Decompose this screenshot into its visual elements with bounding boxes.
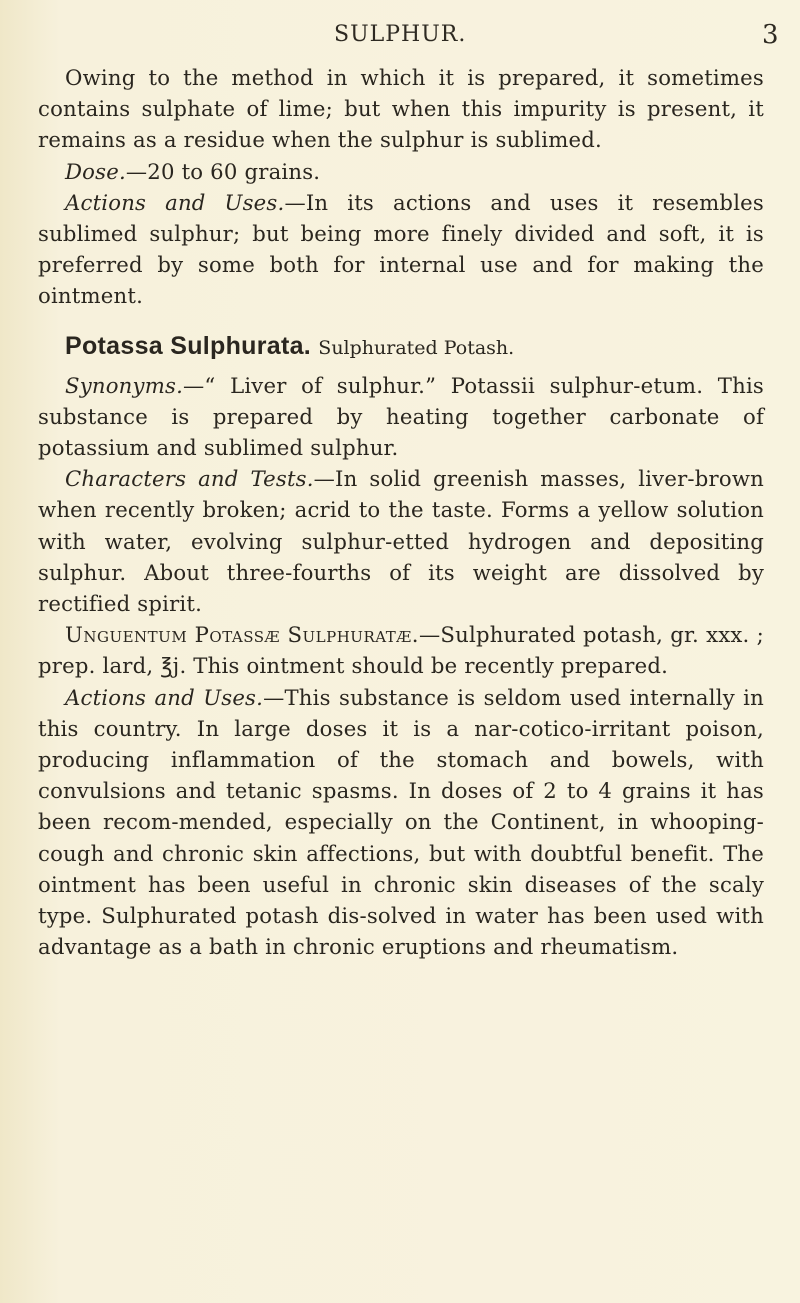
characters-tests-text: —In solid greenish masses, liver-brown when recently broken; acrid to the taste. Forms a yellow solution with water, evolving sulphur-etted hydrogen and depositing sulphur. About three-fourths of its weight are dissolved by rectified spirit. bbox=[38, 466, 764, 617]
actions-uses-text: —In its actions and uses it resembles sublimed sulphur; but being more finely divided and soft, it is preferred by some both for internal use and for making the ointment. bbox=[38, 189, 764, 309]
section-subtitle: Sulphurated Potash. bbox=[318, 336, 515, 359]
dose-text: —20 to 60 grains. bbox=[125, 158, 321, 184]
synonyms-label: Synonyms. bbox=[65, 372, 184, 398]
page-number: 3 bbox=[762, 20, 779, 50]
section-heading bbox=[38, 330, 764, 364]
paragraph-text: Owing to the method in which it is prepared, it sometimes contains sulphate of lime; but when this impurity is present, it remains as a residue when the sulphur is sublimed. bbox=[38, 65, 764, 153]
actions-uses-label: Actions and Uses. bbox=[65, 189, 285, 215]
section-title: Potassa Sulphurata. bbox=[65, 331, 312, 360]
paragraph-actions-uses-2 bbox=[38, 682, 764, 963]
running-head-title: SULPHUR. bbox=[334, 22, 467, 47]
paragraph-characters-tests bbox=[38, 463, 764, 619]
page-body bbox=[38, 62, 764, 962]
characters-tests-label: Characters and Tests. bbox=[65, 466, 314, 492]
unguentum-label: Unguentum Potassæ Sulphuratæ. bbox=[65, 622, 420, 648]
dose-label: Dose. bbox=[65, 158, 126, 184]
paragraph-impurity bbox=[38, 62, 764, 156]
actions-uses-label-2: Actions and Uses. bbox=[65, 684, 264, 710]
paragraph-dose bbox=[38, 156, 764, 187]
synonyms-text: —“ Liver of sulphur.” Potassii sulphur-etum. This substance is prepared by heating together carbonate of potassium and sublimed sulphur. bbox=[38, 372, 764, 461]
paragraph-actions-uses-1 bbox=[38, 187, 764, 312]
paragraph-synonyms bbox=[38, 370, 764, 464]
unguentum-text: —Sulphurated potash, gr. xxx. ; prep. lard, ℥j. This ointment should be recently prepared. bbox=[38, 622, 765, 679]
actions-uses-text-2: —This substance is seldom used internally in this country. In large doses it is a nar-cotico-irritant poison, producing inflammation of the stomach and bowels, with convulsions and tetanic spasms. In doses of 2 to 4 grains it has been recom-mended, especially on the Continent, in whooping-cough and chronic skin affections, but with doubtful benefit. The ointment has been useful in chronic skin diseases of the scaly type. Sulphurated potash dis-solved in water has been used with advantage as a bath in chronic eruptions and rheumatism. bbox=[38, 684, 764, 960]
paragraph-unguentum bbox=[38, 619, 764, 681]
running-head bbox=[0, 0, 800, 60]
